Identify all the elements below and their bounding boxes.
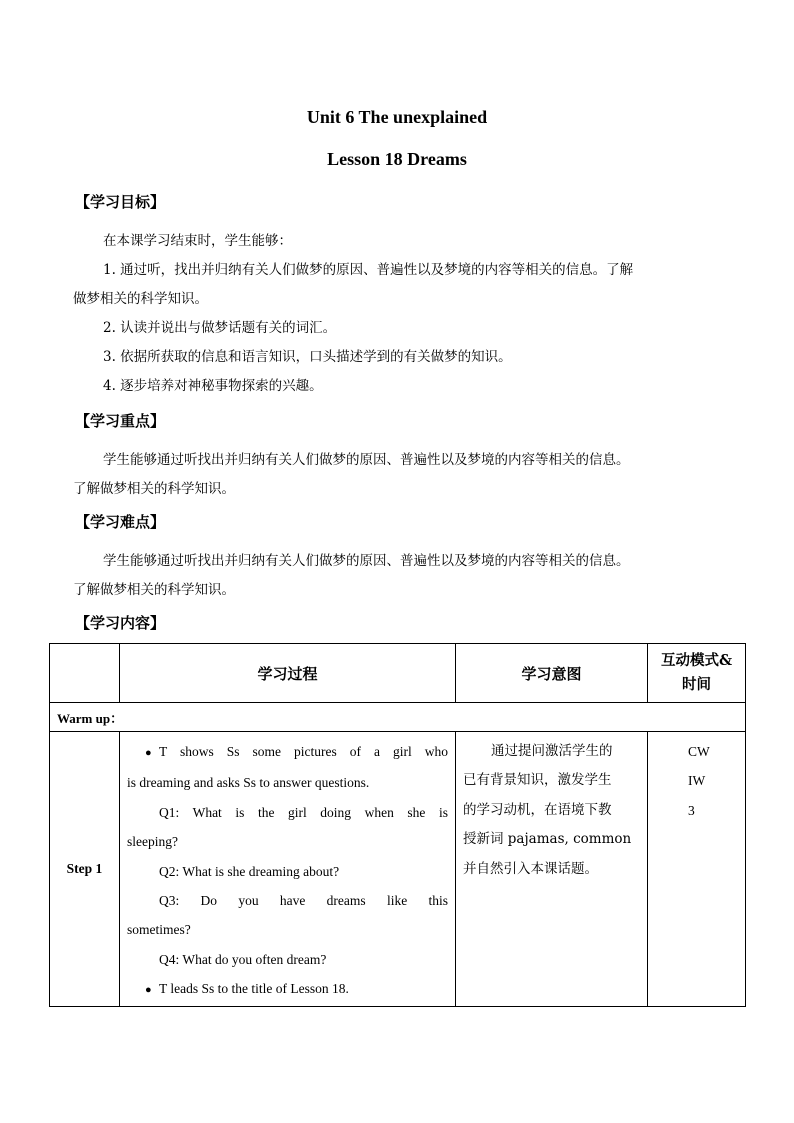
intent-cell	[456, 732, 648, 1007]
process-line: Q3: Do you have dreams like this	[159, 893, 448, 909]
intent-line: 的学习动机，在语境下教	[463, 801, 612, 818]
mode-cell	[648, 732, 746, 1007]
key-points-heading: 【学习重点】	[75, 412, 166, 430]
objective-item: 1. 通过听，找出并归纳有关人们做梦的原因、普遍性以及梦境的内容等相关的信息。了解	[103, 262, 634, 278]
intent-line: 通过提问激活学生的	[491, 743, 613, 759]
process-line: is dreaming and asks Ss to answer questions.	[127, 775, 370, 791]
mode-line: 3	[688, 802, 695, 818]
table-header-row	[50, 644, 746, 703]
process-line: sleeping?	[127, 834, 178, 850]
process-line: sometimes?	[127, 922, 191, 938]
difficulties-heading: 【学习难点】	[75, 513, 166, 531]
key-points-line: 学生能够通过听找出并归纳有关人们做梦的原因、普遍性以及梦境的内容等相关的信息。	[103, 452, 630, 468]
objective-item: 4. 逐步培养对神秘事物探索的兴趣。	[103, 378, 323, 394]
process-line: Q4: What do you often dream?	[159, 951, 327, 967]
bullet-icon: ●	[145, 747, 152, 759]
table-row	[50, 732, 746, 1007]
difficulties-line: 学生能够通过听找出并归纳有关人们做梦的原因、普遍性以及梦境的内容等相关的信息。	[103, 553, 630, 569]
header-mode-time	[648, 644, 746, 703]
objectives-intro: 在本课学习结束时，学生能够：	[103, 233, 292, 249]
process-line: Q2: What is she dreaming about?	[159, 863, 340, 879]
objective-item: 3. 依据所获取的信息和语言知识，口头描述学到的有关做梦的知识。	[103, 349, 512, 365]
lesson-title: Lesson 18 Dreams	[327, 149, 467, 169]
difficulties-line: 了解做梦相关的科学知识。	[73, 582, 235, 598]
header-time: 时间	[682, 676, 711, 693]
lesson-table	[49, 643, 746, 1007]
process-line: ● T leads Ss to the title of Lesson 18.	[127, 974, 448, 1005]
mode-line: IW	[688, 773, 706, 789]
header-blank-cell	[50, 644, 120, 703]
process-cell	[120, 732, 456, 1007]
process-line: ● T shows Ss some pictures of a girl who	[127, 737, 448, 768]
header-intent: 学习意图	[456, 644, 648, 703]
warm-up-row	[50, 703, 746, 732]
intent-line: 授新词 pajamas, common	[463, 831, 632, 848]
warm-up-label: Warm up：	[50, 703, 746, 732]
content-heading: 【学习内容】	[75, 614, 166, 632]
difficulties-body	[73, 547, 723, 605]
header-mode: 互动模式&	[660, 652, 733, 669]
key-points-body	[73, 446, 723, 504]
objectives-heading: 【学习目标】	[75, 193, 166, 211]
objectives-body	[73, 227, 723, 401]
step-label: Step 1	[50, 732, 120, 1007]
objective-item: 做梦相关的科学知识。	[73, 291, 208, 307]
unit-title: Unit 6 The unexplained	[306, 107, 488, 127]
key-points-line: 了解做梦相关的科学知识。	[73, 481, 235, 497]
bullet-icon: ●	[145, 984, 152, 997]
process-line: Q1: What is the girl doing when she is	[159, 804, 448, 820]
objective-item: 2. 认读并说出与做梦话题有关的词汇。	[103, 320, 337, 336]
mode-line: CW	[688, 744, 710, 759]
intent-line: 并自然引入本课话题。	[463, 860, 598, 877]
intent-line: 已有背景知识，激发学生	[463, 772, 612, 789]
header-process: 学习过程	[120, 644, 456, 703]
